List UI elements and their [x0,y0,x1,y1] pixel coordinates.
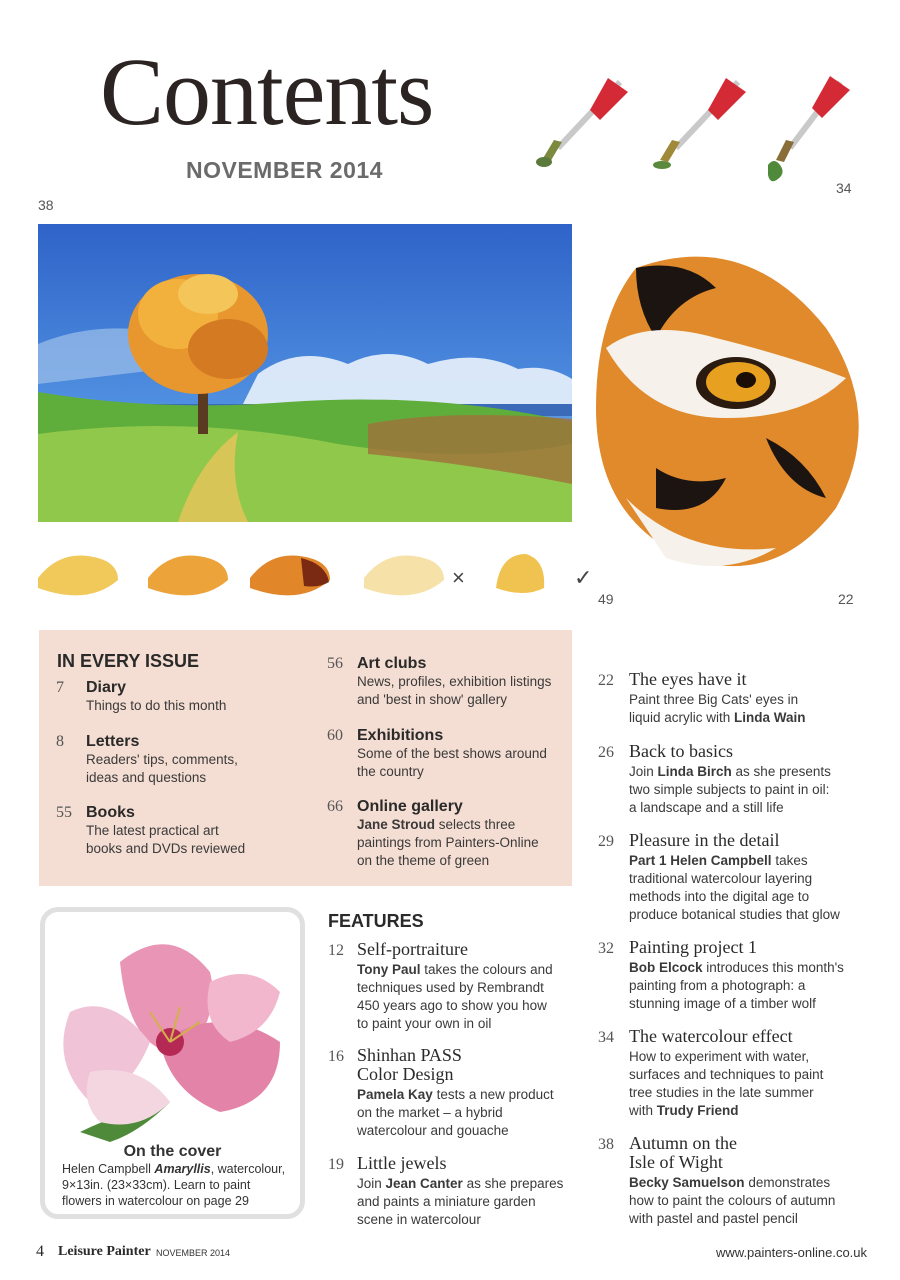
image-page-number: 49 [598,591,614,607]
footer-url[interactable]: www.painters-online.co.uk [716,1245,868,1260]
image-page-number: 22 [838,591,854,607]
every-issue-heading: IN EVERY ISSUE [57,651,200,671]
footer-issue: NOVEMBER 2014 [156,1248,231,1258]
paintbrush-icon [536,78,628,167]
pencil-swatch [246,548,332,600]
page-title: Contents [100,38,434,145]
tiger-eye-painting [596,238,864,568]
pencil-swatch [144,548,230,600]
cover-heading: On the cover [123,1143,222,1160]
paintbrush-icon [768,76,850,181]
tick-mark: ✓ [574,565,593,590]
amaryllis-painting [60,922,296,1144]
pencil-swatch [360,548,446,600]
features-heading: FEATURES [328,911,424,931]
paintbrush-icon [653,78,746,169]
footer-page-number: 4 [36,1243,44,1260]
cover-caption: Helen Campbell Amaryllis, watercolour, 9×13in. (23×33cm). Learn to paint flowers in watercolour on page 29 [62,1162,286,1208]
pencil-swatch [490,548,550,600]
brushes-illustration [520,70,860,200]
landscape-painting [38,224,572,522]
image-page-number: 34 [836,180,852,196]
image-page-number: 38 [38,197,54,213]
pencil-swatch [34,548,120,600]
issue-date: NOVEMBER 2014 [186,157,383,183]
cross-mark: × [452,565,465,590]
footer-brand: Leisure Painter [58,1244,151,1259]
